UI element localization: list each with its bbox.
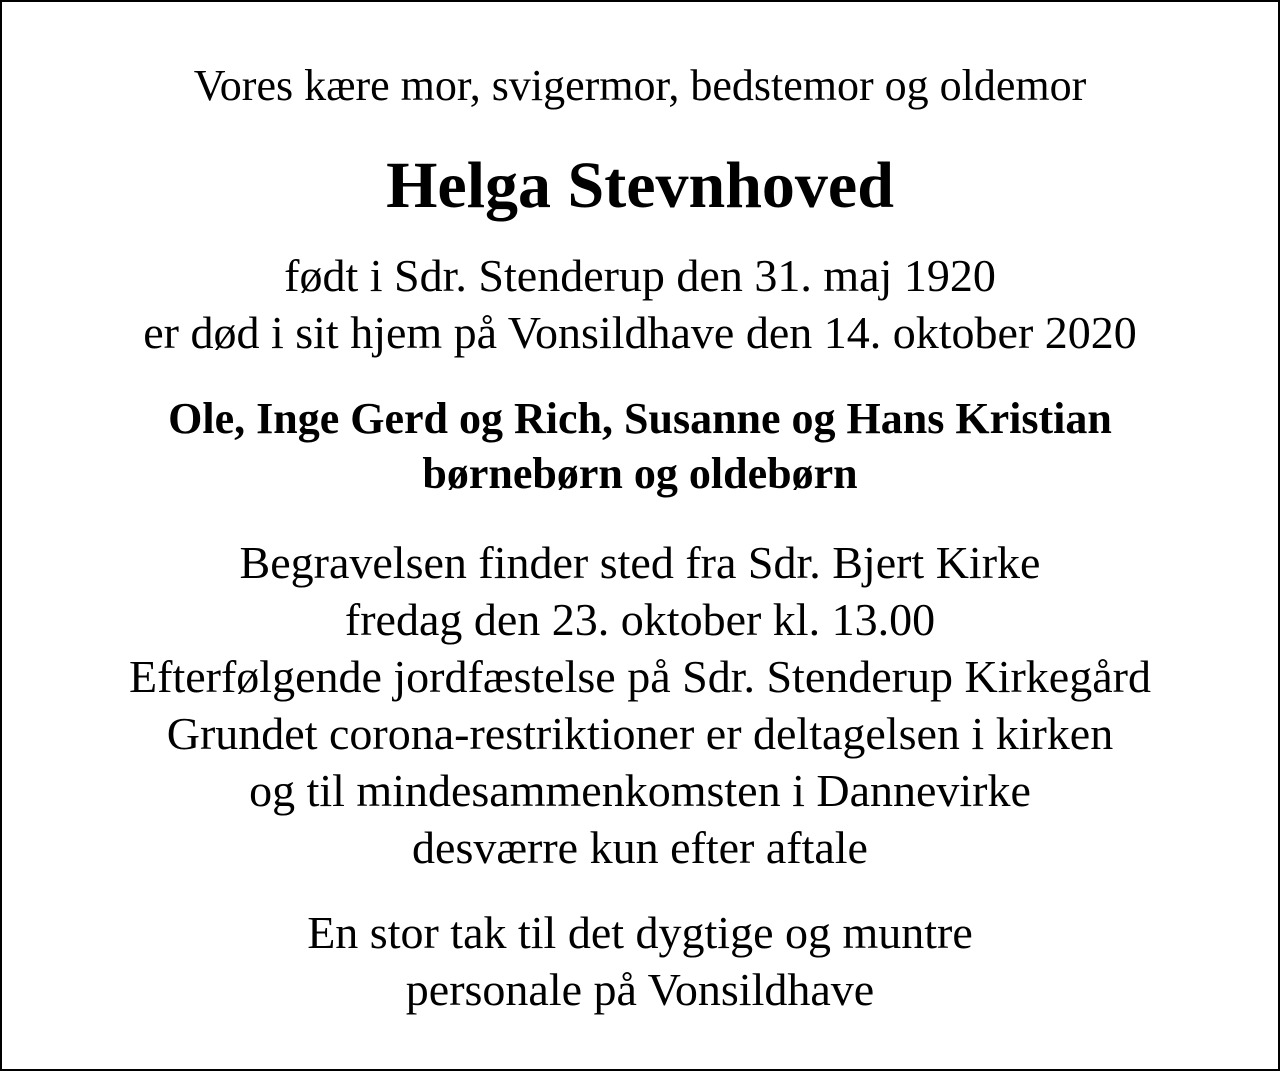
- funeral-place-line: Begravelsen finder sted fra Sdr. Bjert Kirke: [239, 537, 1041, 588]
- intro-line: Vores kære mor, svigermor, bedstemor og oldemor: [193, 61, 1087, 110]
- burial-line: Efterfølgende jordfæstelse på Sdr. Stenderup Kirkegård: [129, 651, 1151, 702]
- restriction-line-2: og til mindesammenkomsten i Dannevirke: [249, 765, 1031, 816]
- deceased-name: Helga Stevnhoved: [386, 149, 894, 222]
- restriction-line-3: desværre kun efter aftale: [412, 822, 868, 873]
- family-names-line: Ole, Inge Gerd og Rich, Susanne og Hans Kristian: [168, 394, 1112, 443]
- thanks-line-2: personale på Vonsildhave: [405, 964, 875, 1015]
- thanks-line-1: En stor tak til det dygtige og muntre: [307, 907, 973, 958]
- birth-line: født i Sdr. Stenderup den 31. maj 1920: [284, 250, 996, 301]
- death-line: er død i sit hjem på Vonsildhave den 14. oktober 2020: [143, 307, 1137, 358]
- restriction-line-1: Grundet corona-restriktioner er deltagelsen i kirken: [166, 708, 1114, 759]
- family-grandchildren-line: børnebørn og oldebørn: [422, 449, 858, 498]
- funeral-time-line: fredag den 23. oktober kl. 13.00: [344, 594, 936, 645]
